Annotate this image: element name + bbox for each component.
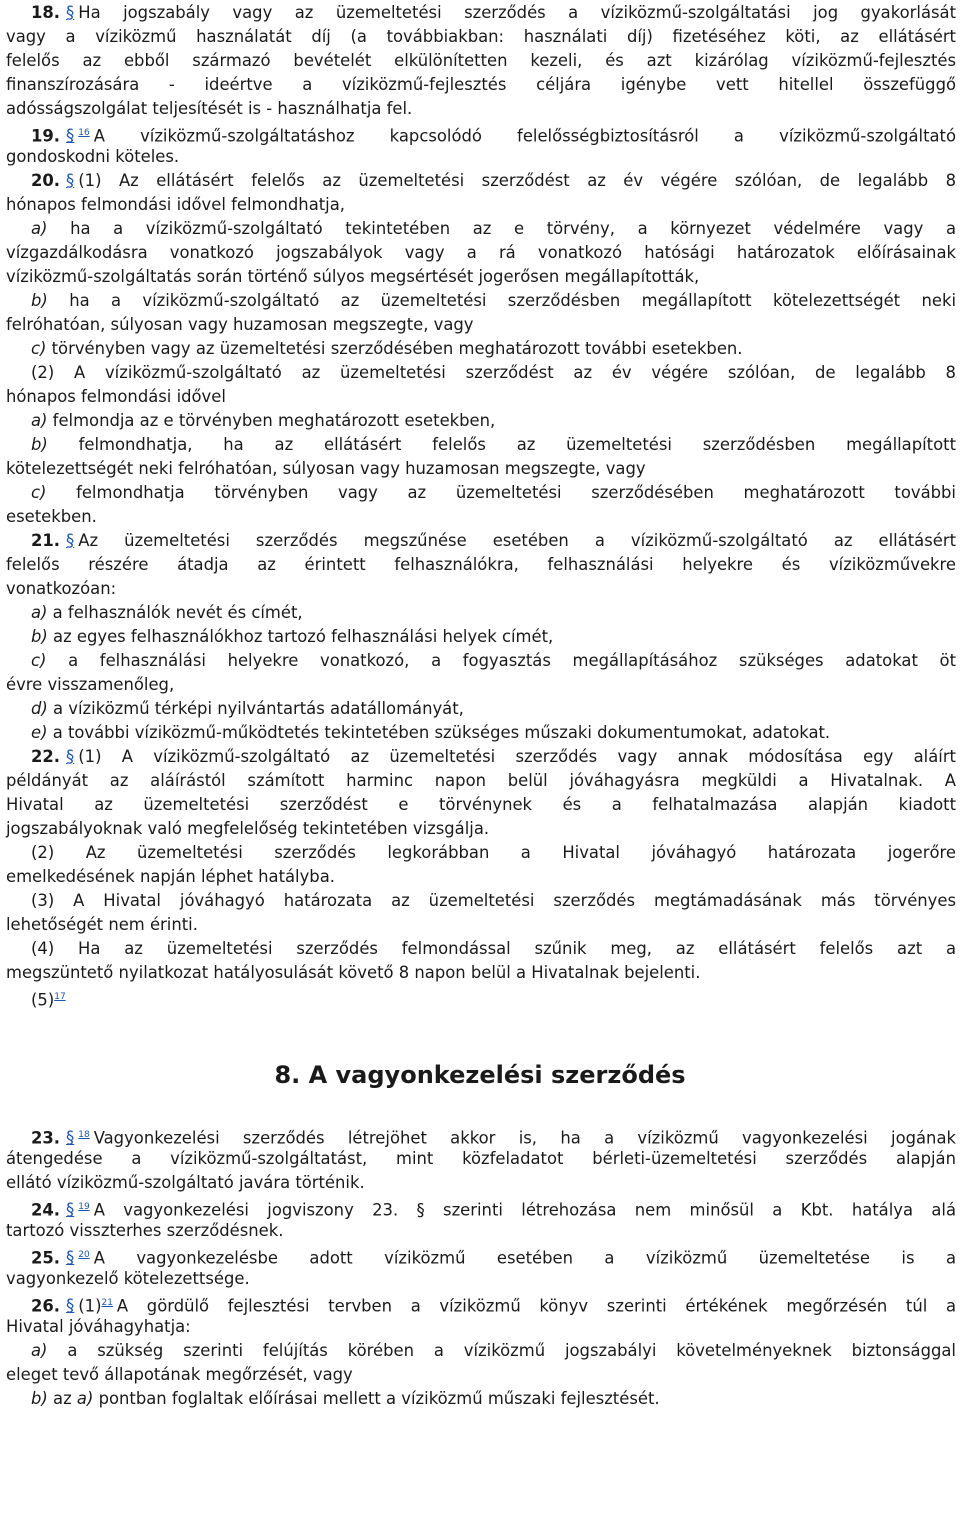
footnote-link[interactable]: 19 (78, 1202, 90, 1212)
text-line: Hivatal jóváhagyhatja: (6, 1317, 191, 1336)
text-line: felmondja az e törvényben meghatározott esetekben, (52, 411, 496, 430)
text-line: vízgazdálkodásra vonatkozó jogszabályok vagy a rá vonatkozó hatósági határozatok előírásainak (6, 243, 956, 262)
section-number: 20. (31, 171, 61, 190)
text-line: felelős részére átadja az érintett felhasználókra, felhasználási helyekre és víziközművekre (6, 555, 956, 574)
text-line: törvényben vagy az üzemeltetési szerződésében meghatározott további esetekben. (51, 339, 743, 358)
list-item (31, 434, 956, 456)
text-line: a felhasználók nevét és címét, (52, 603, 303, 622)
text-line: A vagyonkezelési jogviszony 23. § szerinti létrehozása nem minősül a Kbt. hatálya alá (93, 1200, 956, 1220)
footnote-link[interactable]: 21 (101, 1298, 113, 1308)
list-marker: c) (31, 483, 47, 502)
list-marker: a) (31, 1341, 48, 1360)
text-line: vagyonkezelő kötelezettsége. (6, 1269, 250, 1288)
list-marker: c) (31, 651, 47, 670)
text-line: hónapos felmondási idővel (6, 387, 226, 406)
section-link[interactable]: § (66, 1200, 75, 1220)
paragraph-25-line-1 (31, 1244, 956, 1266)
text-line: (2) A víziközmű-szolgáltató az üzemeltetési szerződést az év végére szólóan, de legalább 8 (31, 363, 956, 382)
text-line: a szükség szerinti felújítás körében a víziközmű jogszabályi követelményeknek biztonsággal (67, 1341, 956, 1360)
paragraph-26-line-1 (31, 1292, 956, 1314)
text-line: vagy a víziközmű használatát díj (a továbbiakban: használati díj) fizetéséhez köti, az ellátásért (6, 27, 956, 46)
text-line: A gördülő fejlesztési tervben a víziközmű könyv szerinti értékének megőrzésén túl a (116, 1296, 956, 1316)
text-line: (1) Az ellátásért felelős az üzemeltetési szerződést az év végére szólóan, de legalább 8 (78, 171, 956, 190)
paragraph-19-line-1 (31, 122, 956, 144)
text-line: eleget tevő állapotának megőrzését, vagy (6, 1365, 353, 1384)
text-line: (4) Ha az üzemeltetési szerződés felmondással szűnik meg, az ellátásért felelős azt a (31, 939, 956, 958)
list-item (31, 482, 956, 504)
section-link[interactable]: § (66, 171, 75, 190)
text-line: víziközmű-szolgáltatás során történő súlyos megsértését jogerősen megállapították, (6, 267, 700, 286)
section-link[interactable]: § (66, 747, 75, 766)
list-item (31, 650, 956, 672)
text-line: jogszabályoknak való megfelelőség tekintetében vizsgálja. (6, 819, 490, 838)
text-line: Az üzemeltetési szerződés megszűnése esetében a víziközmű-szolgáltató az ellátásért (78, 531, 956, 550)
text-line: Vagyonkezelési szerződés létrejöhet akkor is, ha a víziközmű vagyonkezelési jogának (93, 1128, 956, 1148)
text-line: ha a víziközmű-szolgáltató tekintetében az e törvény, a környezet védelmére vagy a (70, 219, 956, 238)
text-line: finanszírozására - ideértve a víziközmű-fejlesztés céljára igénybe vett hitellel összefüggő (6, 75, 956, 94)
list-item (31, 722, 956, 744)
text-line: átengedése a víziközmű-szolgáltatást, mint közfeladatot bérleti-üzemeltetési szerződés alapján (6, 1149, 956, 1168)
text-line: felelős az ebből származó bevételét elkülönítetten kezeli, és azt kizárólag víziközmű-fejlesztés (6, 51, 956, 70)
text-line: esetekben. (6, 507, 97, 526)
text-line: az egyes felhasználókhoz tartozó felhasználási helyek címét, (53, 627, 554, 646)
list-marker: a) (31, 219, 48, 238)
subsection-number: (1) (78, 1296, 102, 1316)
text-line: évre visszamenőleg, (6, 675, 175, 694)
text-line: a további víziközmű-működtetés tekintetében szükséges műszaki dokumentumokat, adatokat. (52, 723, 831, 742)
text-line: ha a víziközmű-szolgáltató az üzemeltetési szerződésben megállapított kötelezettségét neki (69, 291, 956, 310)
list-marker: a) (31, 411, 48, 430)
paragraph-24-line-1 (31, 1196, 956, 1218)
text-line: a víziközmű térképi nyilvántartás adatállományát, (53, 699, 464, 718)
list-marker: e) (31, 723, 48, 742)
text-line: Ha jogszabály vagy az üzemeltetési szerződés a víziközmű-szolgáltatási jog gyakorlását (78, 3, 956, 22)
section-number: 21. (31, 531, 61, 550)
list-item (31, 698, 956, 720)
paragraph-18-line-1 (31, 2, 956, 24)
text-line: (5) (31, 990, 55, 1010)
text-line: gondoskodni köteles. (6, 147, 180, 166)
text-line: felróhatóan, súlyosan vagy huzamosan megszegte, vagy (6, 315, 474, 334)
section-link[interactable]: § (66, 1296, 75, 1316)
paragraph-22-5 (31, 986, 956, 1008)
chapter-heading: 8. A vagyonkezelési szerződés (274, 1061, 686, 1089)
section-link[interactable]: § (66, 3, 75, 22)
footnote-link[interactable]: 18 (78, 1130, 90, 1140)
list-reference: a) (76, 1389, 94, 1408)
section-link[interactable]: § (66, 1128, 75, 1148)
text-line: az (53, 1389, 72, 1408)
text-line: felmondhatja törvényben vagy az üzemeltetési szerződésében meghatározott további (76, 483, 956, 502)
text-line: A víziközmű-szolgáltatáshoz kapcsolódó felelősségbiztosításról a víziközmű-szolgáltató (93, 126, 956, 146)
list-item (31, 290, 956, 312)
section-link[interactable]: § (66, 126, 75, 146)
list-item (31, 218, 956, 240)
list-marker: b) (31, 627, 48, 646)
text-line: pontban foglaltak előírásai mellett a víziközmű műszaki fejlesztését. (98, 1389, 660, 1408)
list-marker: b) (31, 435, 48, 454)
paragraph-23-line-1 (31, 1124, 956, 1146)
text-line: Hivatal az üzemeltetési szerződést e törvénynek és a felhatalmazása alapján kiadott (6, 795, 956, 814)
text-line: tartozó visszterhes szerződésnek. (6, 1221, 284, 1240)
list-marker: d) (31, 699, 48, 718)
section-number: 25. (31, 1248, 61, 1268)
text-line: felmondhatja, ha az ellátásért felelős az üzemeltetési szerződésben megállapított (78, 435, 956, 454)
footnote-link[interactable]: 20 (78, 1250, 90, 1260)
list-item (31, 626, 956, 648)
text-line: hónapos felmondási idővel felmondhatja, (6, 195, 345, 214)
text-line: példányát az aláírástól számított harminc napon belül jóváhagyásra megküldi a Hivatalnak. A (6, 771, 956, 790)
text-line: A vagyonkezelésbe adott víziközmű esetében a víziközmű üzemeltetése is a (93, 1248, 956, 1268)
section-number: 18. (31, 3, 61, 22)
section-link[interactable]: § (66, 531, 75, 550)
paragraph-21-line-1 (31, 530, 956, 552)
text-line: emelkedésének napján léphet hatályba. (6, 867, 335, 886)
footnote-link[interactable]: 16 (78, 128, 90, 138)
footnote-link[interactable]: 17 (54, 992, 66, 1002)
paragraph-20-line-1 (31, 170, 956, 192)
list-marker: b) (31, 291, 48, 310)
text-line: (3) A Hivatal jóváhagyó határozata az üzemeltetési szerződés megtámadásának más törvényes (31, 891, 956, 910)
section-number: 22. (31, 747, 61, 766)
list-item (31, 1388, 956, 1410)
text-line: kötelezettségét neki felróhatóan, súlyosan vagy huzamosan megszegte, vagy (6, 459, 646, 478)
text-line: vonatkozóan: (6, 579, 117, 598)
section-number: 23. (31, 1128, 61, 1148)
text-line: (1) A víziközmű-szolgáltató az üzemeltetési szerződés vagy annak módosítása egy aláírt (78, 747, 956, 766)
list-marker: c) (31, 339, 47, 358)
section-number: 26. (31, 1296, 61, 1316)
section-link[interactable]: § (66, 1248, 75, 1268)
paragraph-22-line-1 (31, 746, 956, 768)
list-item (31, 338, 956, 360)
list-marker: b) (31, 1389, 48, 1408)
section-number: 19. (31, 126, 61, 146)
text-line: (2) Az üzemeltetési szerződés legkorábban a Hivatal jóváhagyó határozata jogerőre (31, 843, 956, 862)
text-line: a felhasználási helyekre vonatkozó, a fogyasztás megállapításához szükséges adatokat öt (68, 651, 957, 670)
text-line: megszüntető nyilatkozat hatályosulását követő 8 napon belül a Hivatalnak bejelenti. (6, 963, 701, 982)
section-number: 24. (31, 1200, 61, 1220)
list-item (31, 602, 956, 624)
list-item (31, 410, 956, 432)
text-line: lehetőségét nem érinti. (6, 915, 198, 934)
list-marker: a) (31, 603, 48, 622)
text-line: ellátó víziközmű-szolgáltató javára történik. (6, 1173, 365, 1192)
list-item (31, 1340, 956, 1362)
text-line: adósságszolgálat teljesítését is - használhatja fel. (6, 99, 413, 118)
